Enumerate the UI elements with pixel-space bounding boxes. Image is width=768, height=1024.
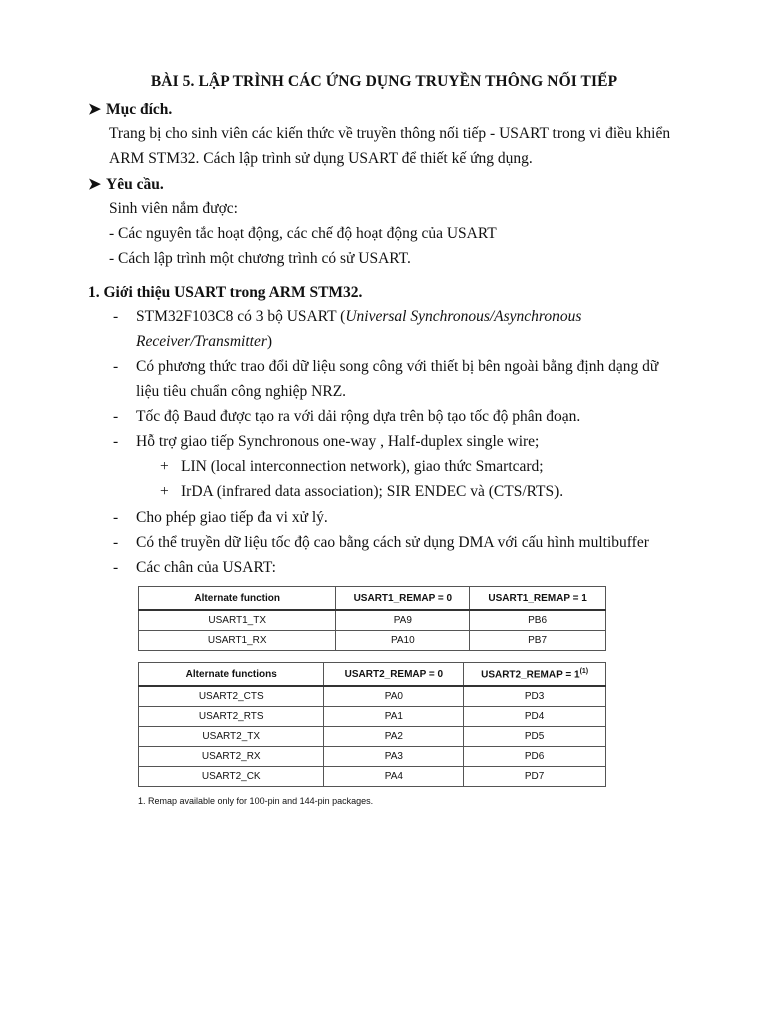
table-cell: USART2_CTS <box>139 686 324 707</box>
table-row <box>139 747 606 767</box>
table-cell: USART2_TX <box>139 727 324 747</box>
section1-heading: 1. Giới thiệu USART trong ARM STM32. <box>88 284 363 301</box>
table-header: USART2_REMAP = 0 <box>324 663 464 687</box>
purpose-line-1: Trang bị cho sinh viên các kiến thức về truyền thông nối tiếp - USART trong vi điều khiển <box>109 125 671 142</box>
table-row <box>139 767 606 787</box>
table-cell: PB6 <box>470 610 606 631</box>
table-cell: USART2_RX <box>139 747 324 767</box>
table-header: Alternate function <box>139 587 336 611</box>
table-cell: USART1_RX <box>139 631 336 651</box>
usart1-pin-table <box>138 586 606 651</box>
table-cell: USART1_TX <box>139 610 336 631</box>
arrow-bullet-icon: ➤ <box>88 176 101 193</box>
purpose-heading: ➤ Mục đích. <box>88 101 173 118</box>
table-cell: PD5 <box>464 727 606 747</box>
table-cell: PA10 <box>336 631 470 651</box>
table-cell: PD6 <box>464 747 606 767</box>
table-cell: PA1 <box>324 707 464 727</box>
table-cell: PB7 <box>470 631 606 651</box>
page-title: BÀI 5. LẬP TRÌNH CÁC ỨNG DỤNG TRUYỀN THÔNG NỐI TIẾP <box>150 73 618 90</box>
table-cell: USART2_RTS <box>139 707 324 727</box>
table-row <box>139 727 606 747</box>
table-footnote: 1. Remap available only for 100-pin and 144-pin packages. <box>138 796 374 806</box>
footnote-marker: (1) <box>579 667 589 675</box>
table-row <box>139 610 606 631</box>
document-page: BÀI 5. LẬP TRÌNH CÁC ỨNG DỤNG TRUYỀN THÔNG NỐI TIẾP ➤ Mục đích. Trang bị cho sinh viên các kiến thức về truyền thông nối tiếp - USART trong vi điều khiển ARM STM32. Cách lập trình sử dụng USART để thiết kế ứng dụng. ➤ Yêu cầu. Sinh viên nắm được: - Các nguyên tắc hoạt động, các chế độ hoạt động của USART - Cách lập trình một chương trình có sử USART. 1. Giới thiệu USART trong ARM STM32. - STM32F103C8 có 3 bộ USART (Universal Synchronous/Asynchronous Receiver/Transmitter) - Có phương thức trao đổi dữ liệu song công với thiết bị bên ngoài bằng định dạng dữ liệu tiêu chuẩn công nghiệp NRZ. - Tốc độ Baud được tạo ra với dải rộng dựa trên bộ tạo tốc độ phân đoạn. - Hỗ trợ giao tiếp Synchronous one-way , Half-duplex single wire; + LIN (local interconnection network), giao thức Smartcard; + IrDA (infrared data association); SIR ENDEC và (CTS/RTS). - Cho phép giao tiếp đa vi xử lý. - Có thể truyền dữ liệu tốc độ cao bằng cách sử dụng DMA với cấu hình multibuffer - Các chân của USART: Alternate function USART1_REMAP = 0 USART1_REMAP = 1 USART1_TX PA9 PB6 USART1_RX PA10 PB7 Alternate functions USART2_REMAP = 0 USART2_REMAP = $1^{(1)}$ USART2_CTS PA0 PD3 USART2_RTS PA1 PD4 USART2_TX PA2 PD5 USART2_RX PA3 PD6 USART2_CK PA4 PD7 1. Remap available only for 100-pin and 144-pin packages. <box>0 0 768 1024</box>
table-cell: PA0 <box>324 686 464 707</box>
requirements-line-3: - Cách lập trình một chương trình có sử USART. <box>109 250 411 267</box>
table-cell: PD4 <box>464 707 606 727</box>
table-cell: PA4 <box>324 767 464 787</box>
table-cell: PA2 <box>324 727 464 747</box>
table-header-row <box>139 663 606 687</box>
table-cell: PD7 <box>464 767 606 787</box>
arrow-bullet-icon: ➤ <box>88 101 101 118</box>
requirements-line-1: Sinh viên nắm được: <box>109 200 238 217</box>
table-header: USART1_REMAP = 1 <box>470 587 606 611</box>
requirements-line-2: - Các nguyên tắc hoạt động, các chế độ hoạt động của USART <box>109 225 497 242</box>
table-cell: USART2_CK <box>139 767 324 787</box>
table-header: USART2_REMAP = $1^{(1)}$ <box>464 663 606 687</box>
requirements-heading: ➤ Yêu cầu. <box>88 176 164 193</box>
usart2-pin-table <box>138 662 606 787</box>
table-cell: PA9 <box>336 610 470 631</box>
table-header: USART1_REMAP = 0 <box>336 587 470 611</box>
table-header-row <box>139 587 606 611</box>
table-row <box>139 686 606 707</box>
table-cell: PA3 <box>324 747 464 767</box>
purpose-line-2: ARM STM32. Cách lập trình sử dụng USART để thiết kế ứng dụng. <box>109 150 533 167</box>
table-header: Alternate functions <box>139 663 324 687</box>
table-row <box>139 707 606 727</box>
table-cell: PD3 <box>464 686 606 707</box>
table-row <box>139 631 606 651</box>
